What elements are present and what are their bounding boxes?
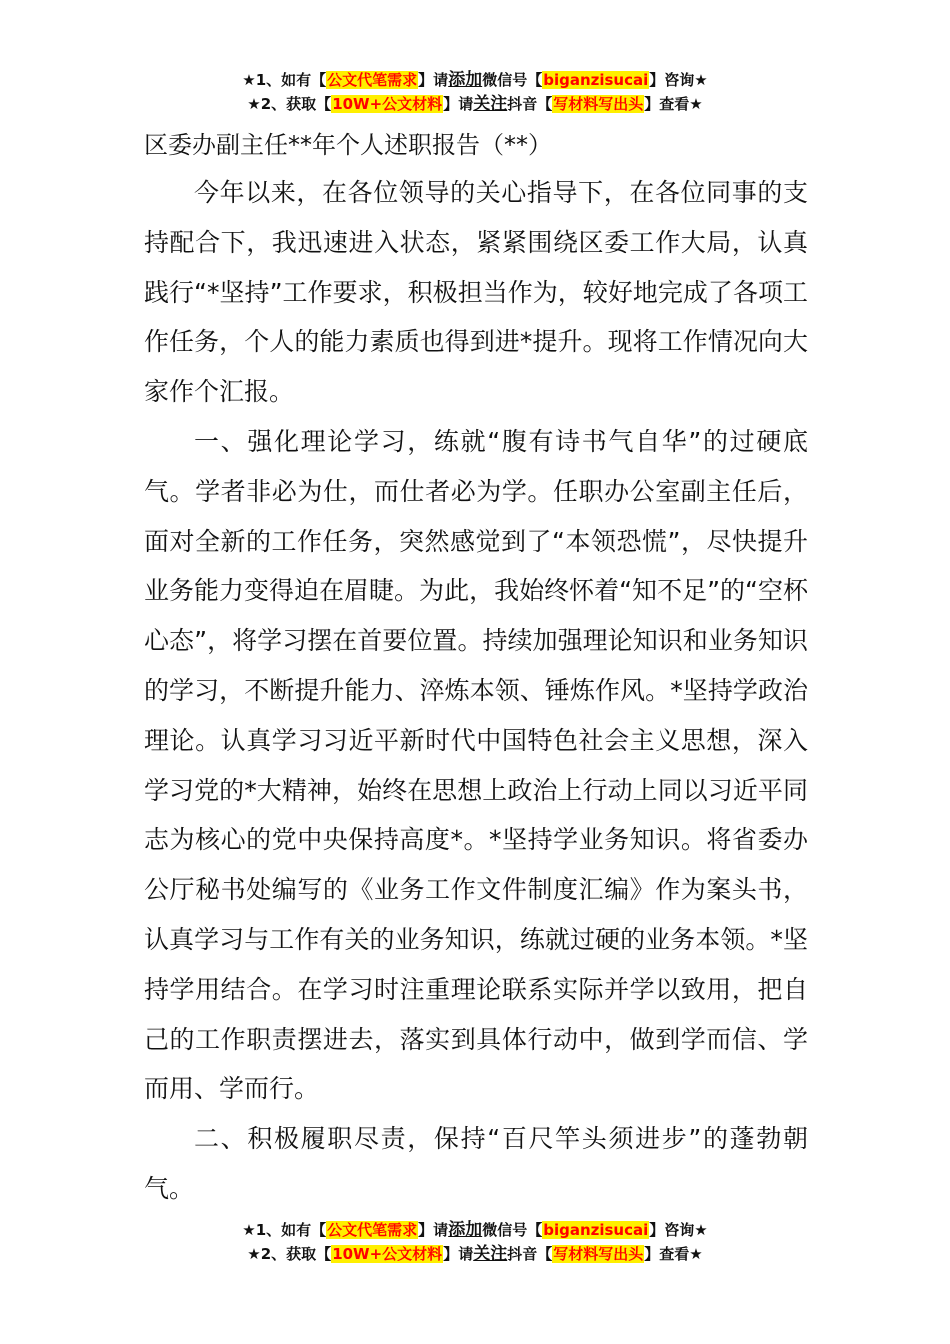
footer-line-1-text-2: 微信号【: [482, 1221, 543, 1239]
footer-line-1-emphasis: 添加: [448, 1220, 483, 1240]
banner-line-1-text-2: 微信号【: [482, 71, 543, 89]
banner-line-1-emphasis: 添加: [448, 70, 483, 90]
footer-line-2-text-2: 抖音【: [507, 1245, 553, 1263]
banner-line-2-text-2: 抖音【: [507, 95, 553, 113]
footer-line-2-emphasis: 关注: [473, 1244, 508, 1264]
banner-line-2-highlight-douyin-id: 写材料写出头: [553, 95, 644, 113]
banner-line-1-highlight-wechat-id: biganzisucai: [543, 71, 649, 89]
banner-line-2-text: 】请: [443, 95, 474, 113]
footer-line-1-highlight-wechat-id: biganzisucai: [543, 1221, 649, 1239]
paragraph-section-2-heading: 二、积极履职尽责，保持“百尺竿头须进步”的蓬勃朝气。: [144, 1124, 808, 1203]
footer-line-2-prefix: ★2、获取【: [247, 1245, 332, 1263]
banner-line-2-emphasis: 关注: [473, 94, 508, 114]
paragraph-section-1: 一、强化理论学习，练就“腹有诗书气自华”的过硬底气。学者非必为仕，而仕者必为学。任职办公室副主任后，面对全新的工作任务，突然感觉到了“本领恐慌”，尽快提升业务能力变得迫在眉睫。为此，我始终怀着“知不足”的“空杯心态”，将学习摆在首要位置。持续加强理论知识和业务知识的学习，不断提升能力、淬炼本领、锤炼作风。*坚持学政治理论。认真学习习近平新时代中国特色社会主义思想，深入学习党的*大精神，始终在思想上政治上行动上同以习近平同志为核心的党中央保持高度*。*坚持学业务知识。将省委办公厅秘书处编写的《业务工作文件制度汇编》作为案头书，认真学习与工作有关的业务知识，练就过硬的业务本领。*坚持学用结合。在学习时注重理论联系实际并学以致用，把自己的工作职责摆进去，落实到具体行动中，做到学而信、学而用、学而行。: [144, 426, 808, 1104]
document-body: [144, 122, 808, 1214]
footer-banner-line-2: [0, 1242, 950, 1266]
footer-banner-line-1: [0, 1218, 950, 1242]
banner-line-2-suffix: 】查看★: [644, 95, 703, 113]
document-title: 区委办副主任**年个人述职报告（**）: [144, 131, 552, 159]
banner-line-1-prefix: ★1、如有【: [242, 71, 327, 89]
banner-line-1-suffix: 】咨询★: [649, 71, 708, 89]
banner-line-2-highlight-materials: 10W+公文材料: [332, 95, 443, 113]
footer-line-1-prefix: ★1、如有【: [242, 1221, 327, 1239]
footer-banner: [0, 1218, 950, 1266]
banner-line-1-highlight-service: 公文代笔需求: [327, 71, 418, 89]
footer-line-2-highlight-douyin-id: 写材料写出头: [553, 1245, 644, 1263]
footer-line-2-suffix: 】查看★: [644, 1245, 703, 1263]
banner-line-2: [0, 92, 950, 116]
banner-line-1: [0, 68, 950, 92]
footer-line-2-text: 】请: [443, 1245, 474, 1263]
banner-line-2-prefix: ★2、获取【: [247, 95, 332, 113]
footer-line-1-highlight-service: 公文代笔需求: [327, 1221, 418, 1239]
footer-line-1-suffix: 】咨询★: [649, 1221, 708, 1239]
footer-line-1-text: 】请: [418, 1221, 449, 1239]
footer-line-2-highlight-materials: 10W+公文材料: [332, 1245, 443, 1263]
paragraph-intro: 今年以来，在各位领导的关心指导下，在各位同事的支持配合下，我迅速进入状态，紧紧围绕区委工作大局，认真践行“*坚持”工作要求，积极担当作为，较好地完成了各项工作任务，个人的能力素质也得到进*提升。现将工作情况向大家作个汇报。: [144, 178, 808, 407]
header-banner: [0, 68, 950, 116]
banner-line-1-text: 】请: [418, 71, 449, 89]
